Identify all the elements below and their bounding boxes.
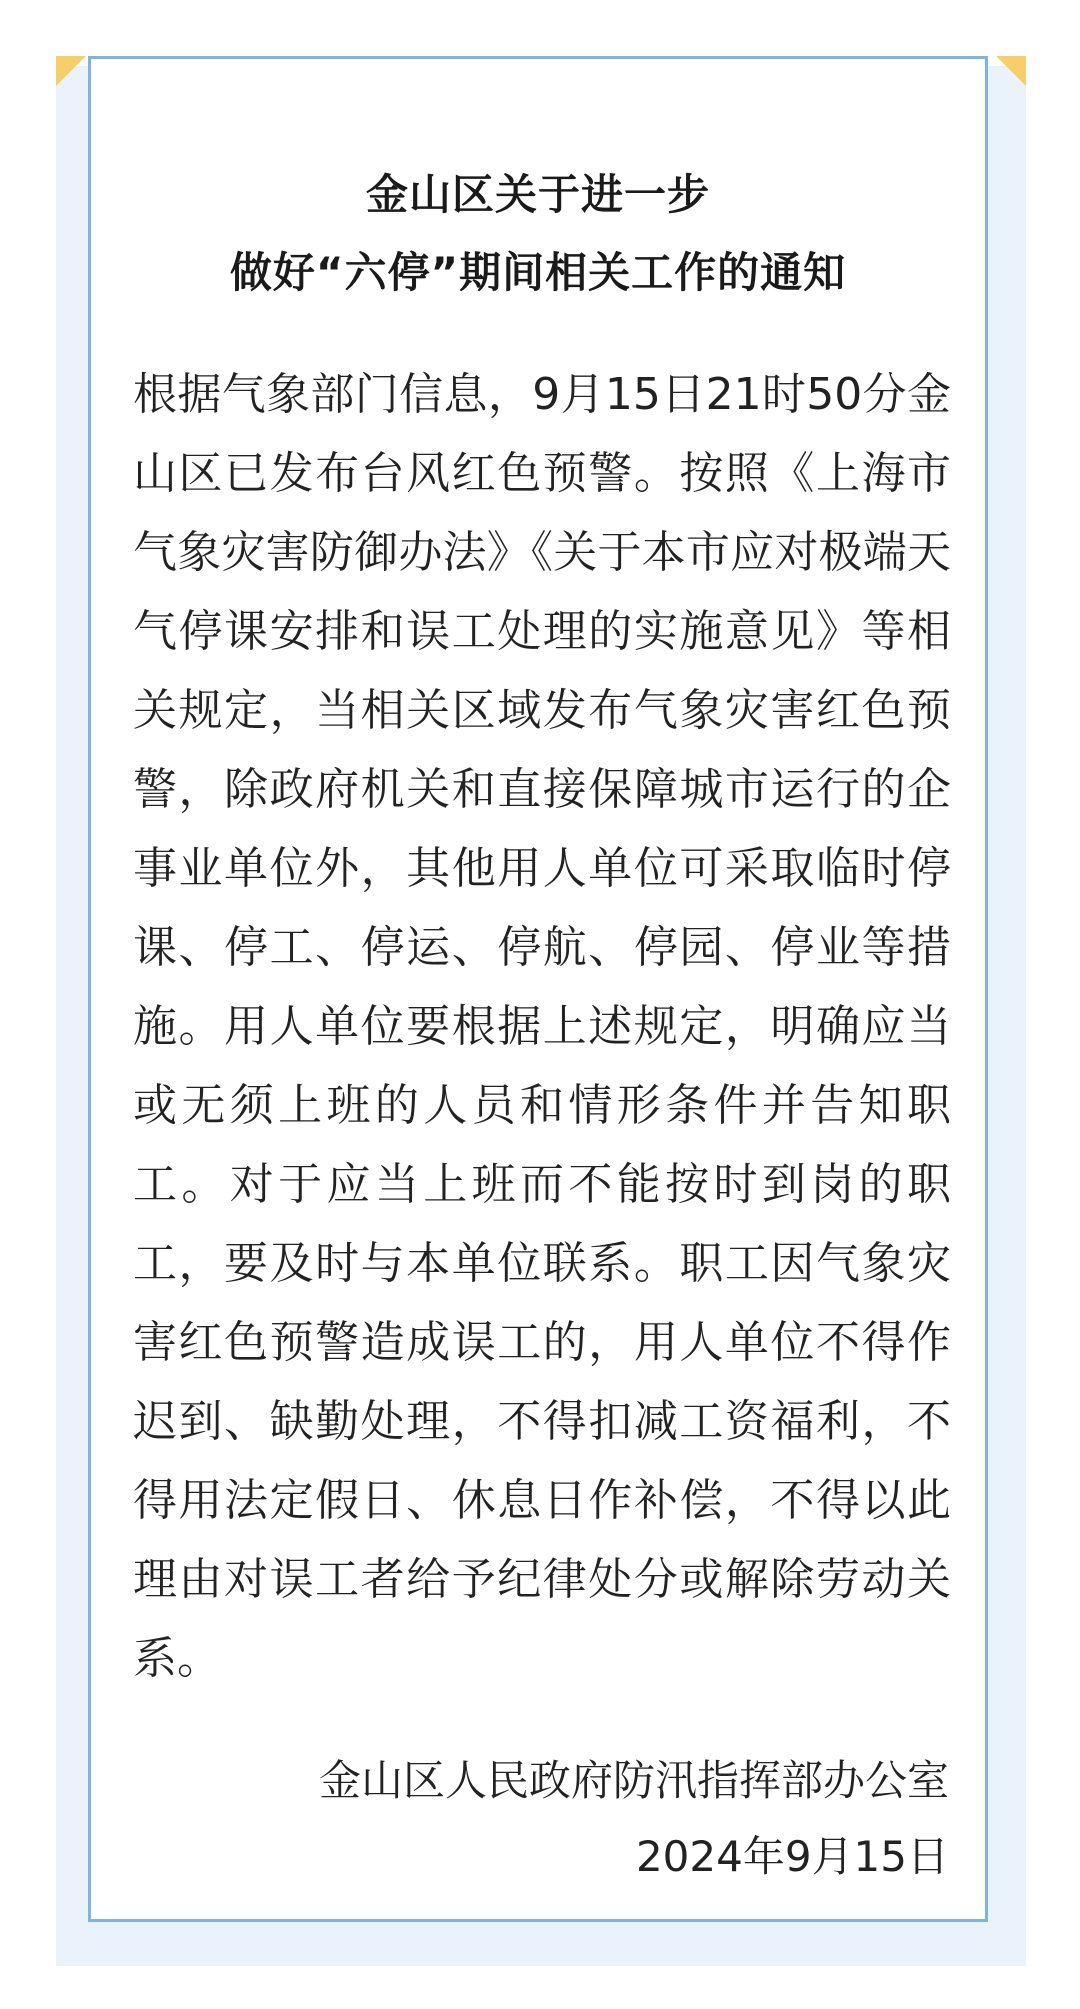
- notice-title-line1: 金山区关于进一步: [365, 170, 710, 219]
- notice-card: [88, 56, 988, 1922]
- notice-title-line2: 做好“六停”期间相关工作的通知: [229, 248, 847, 297]
- corner-accent-left: [56, 56, 86, 86]
- signature-date: 2024年9月15日: [635, 1832, 949, 1881]
- notice-body: 根据气象部门信息，9月15日21时50分金山区已发布台风红色预警。按照《上海市气象灾害防御办法》《关于本市应对极端天气停课安排和误工处理的实施意见》等相关规定，当相关区域发布气象灾害红色预警，除政府机关和直接保障城市运行的企事业单位外，其他用人单位可采取临时停课、停工、停运、停航、停园、停业等措施。用人单位要根据上述规定，明确应当或无须上班的人员和情形条件并告知职工。对于应当上班而不能按时到岗的职工，要及时与本单位联系。职工因气象灾害红色预警造成误工的，用人单位不得作迟到、缺勤处理，不得扣减工资福利，不得用法定假日、休息日作补偿，不得以此理由对误工者给予纪律处分或解除劳动关系。: [133, 369, 951, 1684]
- signature-organization: 金山区人民政府防汛指挥部办公室: [318, 1756, 949, 1805]
- corner-accent-right: [996, 56, 1026, 86]
